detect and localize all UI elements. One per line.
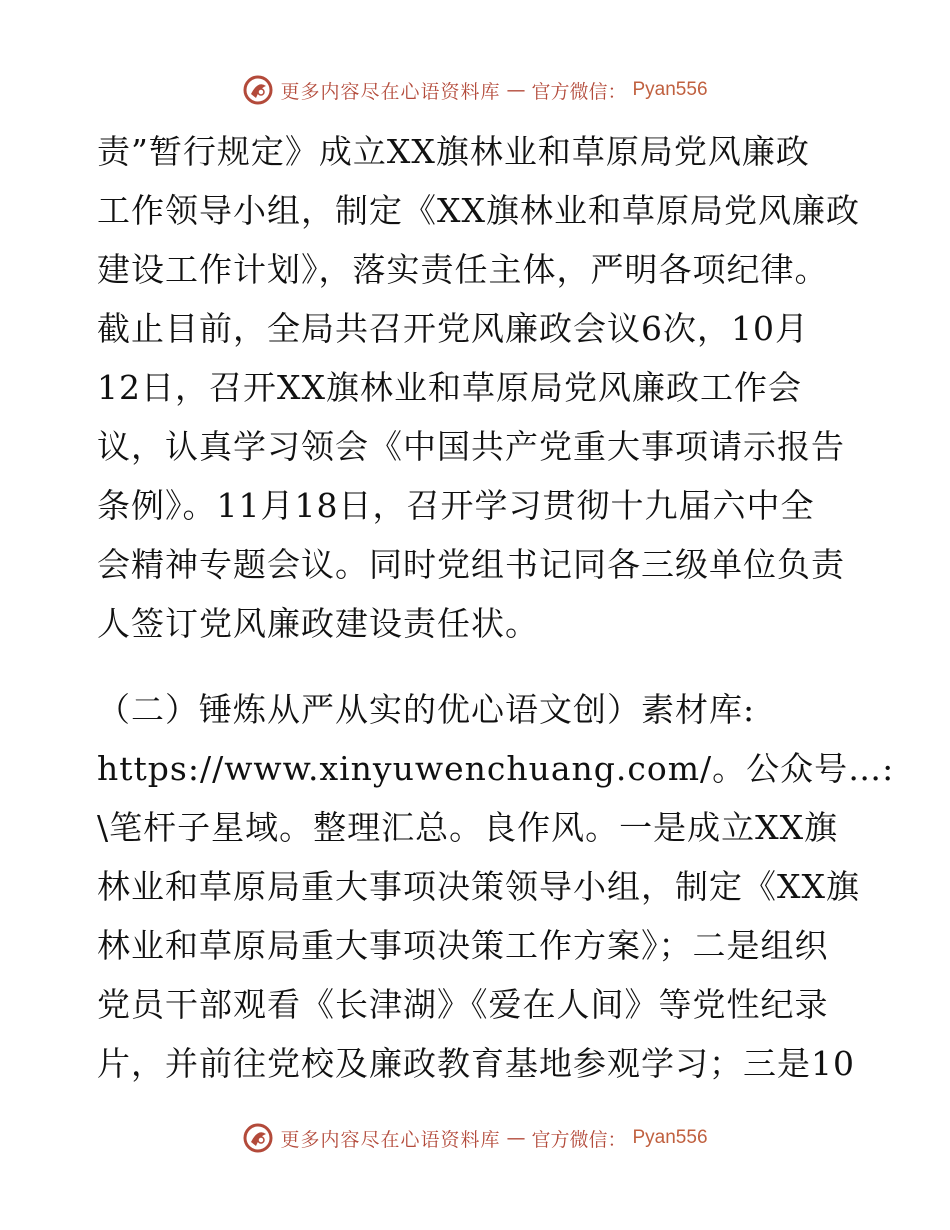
text-line: 党员干部观看《长津湖》《爱在人间》等党性纪录 <box>97 985 829 1024</box>
red-swirl-logo-icon <box>242 1122 274 1154</box>
red-swirl-logo-icon <box>242 74 274 106</box>
text-line: 12日，召开XX旗林业和草原局党风廉政工作会 <box>97 368 802 407</box>
text-line: https://www.xinyuwenchuang.com/。公众号…: <box>97 749 895 788</box>
watermark-account: Pyan556 <box>632 1127 708 1148</box>
header-watermark <box>0 70 950 110</box>
text-line: 责”暂行规定》成立XX旗林业和草原局党风廉政 <box>97 132 810 171</box>
paragraph-1 <box>97 122 897 653</box>
footer-watermark <box>0 1118 950 1158</box>
text-line: 林业和草原局重大事项决策工作方案》；二是组织 <box>97 926 829 965</box>
text-line: 截止目前，全局共召开党风廉政会议6次，10月 <box>97 309 809 348</box>
text-line: 议，认真学习领会《中国共产党重大事项请示报告 <box>97 427 845 466</box>
watermark-separator: — <box>506 1127 526 1149</box>
document-body <box>97 122 897 1093</box>
paragraph-2 <box>97 680 897 1093</box>
watermark-label: 官方微信： <box>531 1128 627 1151</box>
text-line: 片，并前往党校及廉政教育基地参观学习；三是10 <box>97 1044 855 1083</box>
text-line: （二）锤炼从严从实的优心语文创）素材库: <box>97 690 756 729</box>
text-line: 林业和草原局重大事项决策领导小组，制定《XX旗 <box>97 867 860 906</box>
watermark-brand: 更多内容尽在心语资料库 <box>280 1128 501 1151</box>
watermark-separator: — <box>506 79 526 101</box>
text-line: 建设工作计划》，落实责任主体，严明各项纪律。 <box>97 250 829 289</box>
text-line: 人签订党风廉政建设责任状。 <box>97 604 539 643</box>
watermark-label: 官方微信： <box>531 80 627 103</box>
text-line: \笔杆子星域。整理汇总。良作风。一是成立XX旗 <box>97 808 839 847</box>
text-line: 工作领导小组，制定《XX旗林业和草原局党风廉政 <box>97 191 860 230</box>
text-line: 条例》。11月18日，召开学习贯彻十九届六中全 <box>97 486 815 525</box>
text-line: 会精神专题会议。同时党组书记同各三级单位负责 <box>97 545 845 584</box>
paragraph-gap <box>97 653 897 680</box>
watermark-brand: 更多内容尽在心语资料库 <box>280 80 501 103</box>
watermark-account: Pyan556 <box>632 79 708 100</box>
